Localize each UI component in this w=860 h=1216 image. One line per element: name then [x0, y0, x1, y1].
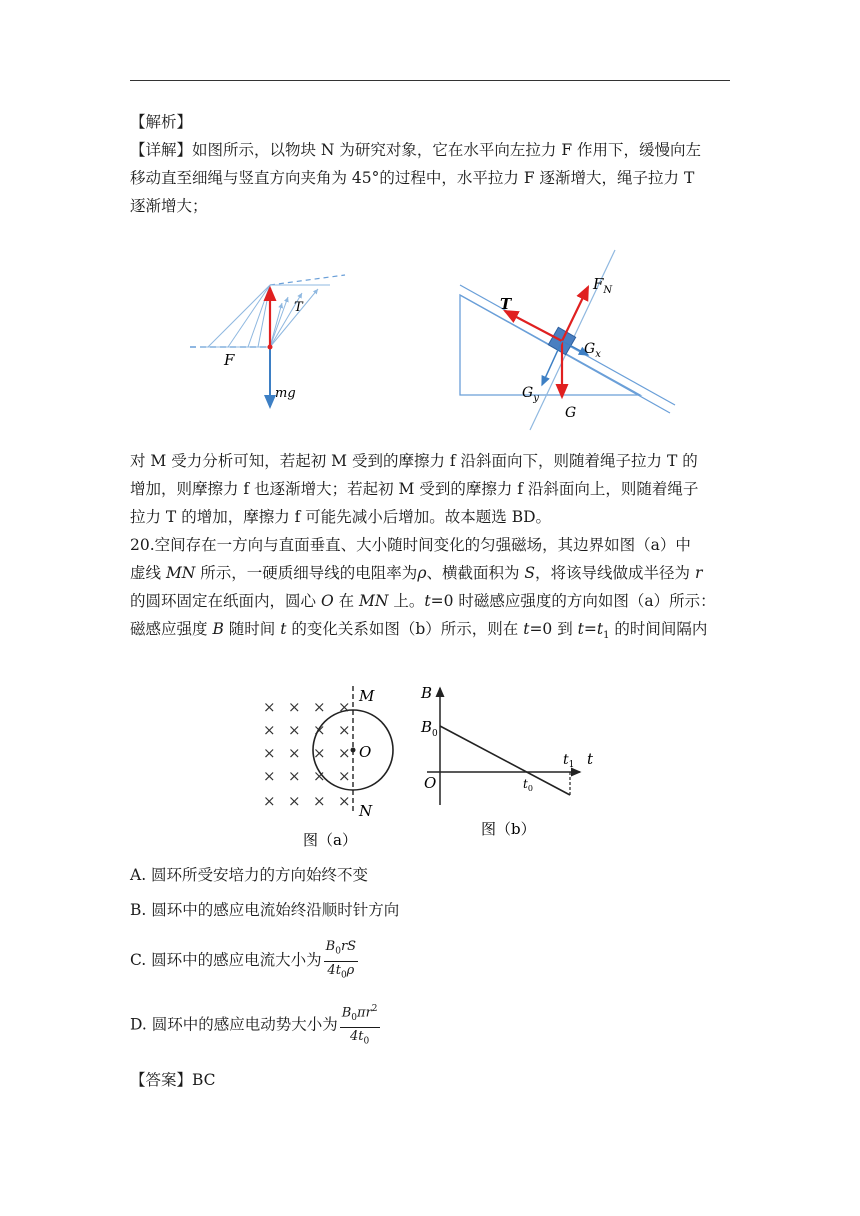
- label-B0: B: [421, 718, 433, 736]
- option-C-text: C. 圆环中的感应电流大小为: [130, 951, 322, 969]
- label-N: N: [359, 802, 373, 820]
- label-FN: F: [593, 275, 604, 293]
- analysis-after-figure: [130, 447, 734, 531]
- detail-line-3: 逐渐增大；: [130, 197, 208, 215]
- label-t1: t: [563, 752, 569, 768]
- field-cross: ×: [313, 792, 326, 810]
- svg-text:t0: [523, 777, 533, 793]
- field-cross: ×: [288, 744, 301, 762]
- label-B0-sub: 0: [432, 729, 438, 739]
- field-cross: ×: [263, 721, 276, 739]
- option-D: [130, 1001, 380, 1050]
- q20-line-4: 磁感应强度 B 随时间 t 的变化关系如图（b）所示，则在 t=0 到 $t=t_1$ 的时间间隔内: [130, 620, 708, 642]
- option-A: A. 圆环所受安培力的方向始终不变: [130, 866, 369, 884]
- after-line-2: 增加，则摩擦力 f 也逐渐增大；若起初 M 受到的摩擦力 f 沿斜面向上，则随着绳子: [130, 480, 699, 498]
- field-cross: ×: [288, 721, 301, 739]
- after-line-3: 拉力 T 的增加，摩擦力 f 可能先减小后增加。故本题选 BD。: [130, 508, 552, 526]
- caption-a: 图（a）: [303, 831, 357, 849]
- field-cross: ×: [263, 792, 276, 810]
- figure-b-B-t-graph: [415, 680, 610, 845]
- label-FN-sub: N: [603, 285, 613, 296]
- label-F: F: [224, 351, 235, 369]
- label-Gx-sub: x: [595, 349, 601, 360]
- field-cross: ×: [313, 698, 326, 716]
- field-cross: ×: [338, 792, 351, 810]
- field-crosses: [263, 698, 351, 810]
- field-cross: ×: [313, 721, 326, 739]
- center-O-dot: [351, 748, 356, 753]
- option-C-fraction: $\frac{B_0rS}{4t_0\rho}$: [325, 938, 357, 981]
- figure-a-magnetic-field: [255, 680, 415, 855]
- field-cross: ×: [338, 698, 351, 716]
- label-B: B: [421, 684, 433, 702]
- option-B: B. 圆环中的感应电流始终沿顺时针方向: [130, 901, 400, 919]
- label-O-b: O: [424, 774, 437, 792]
- answer: 【答案】BC: [130, 1071, 216, 1089]
- svg-text:B0: [420, 718, 438, 739]
- field-cross: ×: [313, 767, 326, 785]
- label-T: T: [294, 300, 303, 315]
- field-cross: ×: [263, 744, 276, 762]
- label-mg: mg: [275, 386, 296, 401]
- field-cross: ×: [338, 767, 351, 785]
- field-cross: ×: [338, 744, 351, 762]
- detail-line-2: 移动直至细绳与竖直方向夹角为 45°的过程中，水平拉力 F 逐渐增大，绳子拉力 T: [130, 169, 695, 187]
- label-t1-sub: 1: [568, 760, 575, 770]
- field-cross: ×: [288, 698, 301, 716]
- q20-line-3: 的圆环固定在纸面内，圆心 O 在 MN 上。t=0 时磁感应强度的方向如图（a）所示：: [130, 592, 716, 610]
- caption-b: 图（b）: [481, 820, 536, 838]
- svg-text:Gx: [584, 341, 601, 360]
- field-cross: ×: [313, 744, 326, 762]
- svg-text:t1: [563, 752, 574, 770]
- label-t-axis: t: [587, 750, 594, 768]
- detail-line-1: 【详解】如图所示，以物块 N 为研究对象，它在水平向左拉力 F 作用下，缓慢向左: [130, 141, 702, 159]
- label-G: G: [565, 405, 577, 421]
- option-C: [130, 937, 358, 983]
- force-diagram-figure: [170, 245, 690, 440]
- field-cross: ×: [338, 721, 351, 739]
- option-D-text: D. 圆环中的感应电动势大小为: [130, 1015, 338, 1034]
- label-t0: t: [523, 777, 528, 791]
- label-t0-sub: 0: [527, 784, 533, 793]
- header-rule: [130, 80, 730, 81]
- question-20: [130, 531, 734, 650]
- after-line-1: 对 M 受力分析可知，若起初 M 受到的摩擦力 f 沿斜面向下，则随着绳子拉力 T 的: [130, 452, 698, 470]
- svg-text:Gy: [522, 385, 539, 404]
- field-cross: ×: [288, 792, 301, 810]
- analysis-heading: 【解析】: [130, 113, 193, 131]
- label-Gx: G: [584, 341, 596, 357]
- svg-text:FN: [592, 275, 613, 296]
- label-Gy: G: [522, 385, 534, 401]
- field-cross: ×: [288, 767, 301, 785]
- label-Gy-sub: y: [533, 393, 539, 404]
- field-cross: ×: [263, 767, 276, 785]
- incline-force-diagram: [460, 250, 675, 430]
- label-O-a: O: [359, 743, 372, 761]
- analysis-section: [130, 108, 734, 220]
- option-D-fraction: $\frac{B_0\pi r^2}{4t_0}$: [340, 1001, 380, 1050]
- label-T-right: T: [500, 295, 512, 313]
- q20-line-2: 虚线 MN 所示，一硬质细导线的电阻率为ρ、横截面积为 S，将该导线做成半径为 r: [130, 564, 703, 582]
- label-M: M: [359, 687, 375, 705]
- q20-line-1: 20.空间存在一方向与直面垂直、大小随时间变化的匀强磁场，其边界如图（a）中: [130, 536, 691, 554]
- B-line: [440, 726, 570, 795]
- left-force-triangle: [190, 275, 345, 407]
- field-cross: ×: [263, 698, 276, 716]
